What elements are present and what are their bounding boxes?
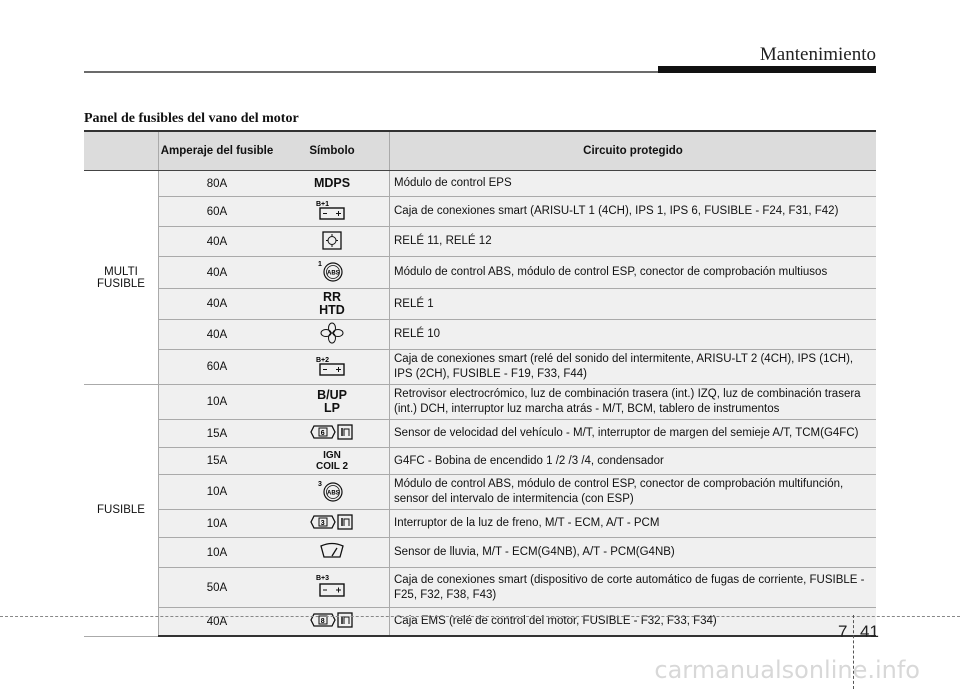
circuit-cell: Caja de conexiones smart (dispositivo de corte automático de fugas de corriente, FUSIBLE - F25, F32, F38, F43) bbox=[390, 568, 877, 608]
circuit-cell: Caja de conexiones smart (ARISU-LT 1 (4CH), IPS 1, IPS 6, FUSIBLE - F24, F31, F42) bbox=[390, 197, 877, 227]
page-header-title: Mantenimiento bbox=[759, 44, 876, 65]
symbol-cell bbox=[275, 385, 390, 420]
ign-coil-symbol: IGN COIL 2 bbox=[315, 450, 349, 472]
table-row bbox=[84, 510, 876, 538]
section-title: Panel de fusibles del vano del motor bbox=[84, 111, 299, 126]
fan-icon bbox=[318, 322, 346, 347]
table-row bbox=[84, 475, 876, 510]
table-row bbox=[84, 289, 876, 320]
amp-cell: 60A bbox=[159, 197, 276, 227]
circuit-cell: G4FC - Bobina de encendido 1 /2 /3 /4, condensador bbox=[390, 448, 877, 475]
abs-superscript: 3 bbox=[318, 480, 322, 488]
battery-label: B+1 bbox=[316, 201, 330, 208]
circuit-cell: Sensor de lluvia, M/T - ECM(G4NB), A/T - PCM(G4NB) bbox=[390, 538, 877, 568]
battery-label: B+2 bbox=[316, 356, 330, 364]
symbol-cell bbox=[275, 420, 390, 448]
circuit-cell: Caja de conexiones smart (relé del sonido del intermitente, ARISU-LT 2 (4CH), IPS (1CH), IPS (2CH), FUSIBLE - F19, F33, F44) bbox=[390, 350, 877, 385]
amp-cell: 40A bbox=[159, 320, 276, 350]
circuit-cell: Módulo de control EPS bbox=[390, 171, 877, 197]
group-fusible: FUSIBLE bbox=[84, 385, 159, 637]
table-row bbox=[84, 608, 876, 637]
table-row bbox=[84, 420, 876, 448]
header-circuit: Circuito protegido bbox=[390, 131, 877, 171]
table-row bbox=[84, 320, 876, 350]
abs-label: ABS bbox=[327, 270, 340, 277]
amp-cell: 15A bbox=[159, 448, 276, 475]
amp-cell: 40A bbox=[159, 289, 276, 320]
wiper-icon bbox=[317, 540, 347, 565]
amp-cell: 60A bbox=[159, 350, 276, 385]
symbol-cell bbox=[275, 227, 390, 257]
abs-icon bbox=[316, 259, 348, 286]
table-row bbox=[84, 538, 876, 568]
symbol-cell bbox=[275, 289, 390, 320]
module-icon bbox=[306, 422, 358, 445]
group-multi-fusible: MULTI FUSIBLE bbox=[84, 171, 159, 385]
table-row bbox=[84, 568, 876, 608]
circuit-cell: Módulo de control ABS, módulo de control ESP, conector de comprobación multifunción, sensor del intervalo de intermitencia (con ESP) bbox=[390, 475, 877, 510]
circuit-cell: RELÉ 11, RELÉ 12 bbox=[390, 227, 877, 257]
symbol-cell bbox=[275, 538, 390, 568]
symbol-cell bbox=[275, 475, 390, 510]
bup-lp-symbol: B/UP LP bbox=[317, 388, 347, 415]
circuit-cell: Retrovisor electrocrómico, luz de combinación trasera (int.) IZQ, luz de combinación trasera (int.) DCH, interruptor luz marcha atrás - M/T, BCM, tablero de instrumentos bbox=[390, 385, 877, 420]
header-group bbox=[84, 131, 159, 171]
amp-cell: 40A bbox=[159, 227, 276, 257]
battery-label: B+3 bbox=[316, 575, 330, 582]
header-symbol: Símbolo bbox=[275, 131, 390, 171]
circuit-cell: Módulo de control ABS, módulo de control ESP, conector de comprobación multiusos bbox=[390, 257, 877, 289]
abs-label: ABS bbox=[327, 490, 340, 496]
amp-cell: 40A bbox=[159, 257, 276, 289]
symbol-cell bbox=[275, 320, 390, 350]
abs-superscript: 1 bbox=[318, 261, 322, 268]
circuit-cell: RELÉ 1 bbox=[390, 289, 877, 320]
header-amp: Amperaje del fusible bbox=[159, 131, 276, 171]
table-header-row bbox=[84, 131, 876, 171]
header-rule-accent bbox=[658, 66, 876, 73]
amp-cell: 10A bbox=[159, 475, 276, 510]
abs-icon bbox=[316, 479, 348, 506]
footer-dashed-line bbox=[0, 616, 960, 617]
amp-cell: 10A bbox=[159, 385, 276, 420]
table-row bbox=[84, 171, 876, 197]
table-row bbox=[84, 227, 876, 257]
symbol-cell bbox=[275, 257, 390, 289]
symbol-cell bbox=[275, 608, 390, 637]
mdps-symbol: MDPS bbox=[313, 176, 351, 190]
circuit-cell: Interruptor de la luz de freno, M/T - ECM, A/T - PCM bbox=[390, 510, 877, 538]
circuit-cell: Caja EMS (relé de control del motor, FUSIBLE - F32, F33, F34) bbox=[390, 608, 877, 637]
symbol-cell bbox=[275, 568, 390, 608]
chapter-number: 7 bbox=[838, 622, 848, 641]
table-row bbox=[84, 197, 876, 227]
symbol-cell bbox=[275, 510, 390, 538]
symbol-cell bbox=[275, 171, 390, 197]
battery-icon bbox=[312, 355, 352, 380]
table-row bbox=[84, 257, 876, 289]
page-number: 41 bbox=[860, 622, 879, 641]
module-label: 3 bbox=[320, 520, 325, 527]
amp-cell: 50A bbox=[159, 568, 276, 608]
amp-cell: 80A bbox=[159, 171, 276, 197]
fuse-table bbox=[84, 130, 876, 637]
relay-gear-icon bbox=[317, 229, 347, 254]
amp-cell: 15A bbox=[159, 420, 276, 448]
battery-icon bbox=[312, 199, 352, 224]
circuit-cell: Sensor de velocidad del vehículo - M/T, interruptor de margen del semieje A/T, TCM(G4FC) bbox=[390, 420, 877, 448]
table-row bbox=[84, 448, 876, 475]
module-icon bbox=[306, 610, 358, 633]
watermark: carmanualsonline.info bbox=[654, 656, 920, 684]
circuit-cell: RELÉ 10 bbox=[390, 320, 877, 350]
table-row bbox=[84, 385, 876, 420]
symbol-cell bbox=[275, 197, 390, 227]
symbol-cell bbox=[275, 350, 390, 385]
symbol-cell bbox=[275, 448, 390, 475]
module-label: 6 bbox=[320, 430, 325, 437]
module-icon bbox=[306, 512, 358, 535]
amp-cell: 40A bbox=[159, 608, 276, 637]
table-row bbox=[84, 350, 876, 385]
battery-icon bbox=[312, 573, 352, 602]
rr-htd-symbol: RR HTD bbox=[319, 290, 345, 317]
amp-cell: 10A bbox=[159, 510, 276, 538]
module-label: 8 bbox=[320, 618, 325, 625]
amp-cell: 10A bbox=[159, 538, 276, 568]
